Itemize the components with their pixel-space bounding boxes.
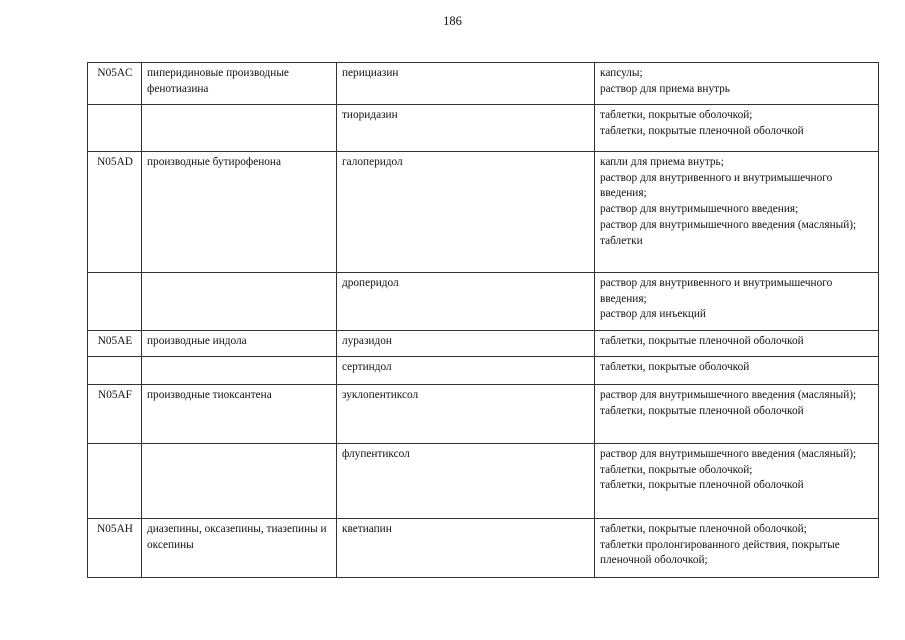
dosage-form-line: раствор для внутримышечного введения (масляный);	[600, 218, 857, 231]
dosage-form-line: таблетки, покрытые оболочкой	[600, 361, 750, 373]
dosage-forms-cell	[595, 519, 879, 578]
pharmacological-group-cell	[142, 105, 337, 152]
dosage-forms-cell	[595, 152, 879, 273]
atc-code-cell: N05AH	[88, 519, 142, 578]
table-row	[88, 357, 879, 385]
page-number: 186	[443, 14, 462, 28]
atc-code-cell: N05AD	[88, 152, 142, 273]
dosage-form-line: таблетки, покрытые пленочной оболочкой	[600, 404, 804, 417]
dosage-forms-cell	[595, 357, 879, 385]
drug-name-cell: зуклопентиксол	[337, 385, 595, 444]
pharmacological-group-cell	[142, 273, 337, 331]
dosage-form-line: таблетки, покрытые пленочной оболочкой	[600, 479, 804, 492]
atc-code-cell: N05AC	[88, 63, 142, 105]
atc-code-cell	[88, 444, 142, 519]
table-row	[88, 152, 879, 273]
table-row	[88, 444, 879, 519]
atc-code-cell: N05AE	[88, 331, 142, 357]
table-row	[88, 519, 879, 578]
dosage-form-line: таблетки, покрытые оболочкой;	[600, 109, 753, 121]
drug-name-cell: перициазин	[337, 63, 595, 105]
dosage-form-line: раствор для внутримышечного введения (масляный);	[600, 389, 857, 401]
pharmacological-group-cell: пиперидиновые производные фенотиазина	[142, 63, 337, 105]
dosage-form-line: капсулы;	[600, 67, 643, 79]
drug-name-cell: дроперидол	[337, 273, 595, 331]
dosage-form-line: раствор для приема внутрь	[600, 82, 730, 95]
dosage-form-line: раствор для инъекций	[600, 308, 706, 321]
pharmacological-group-cell	[142, 444, 337, 519]
table-row	[88, 273, 879, 331]
drug-name-cell: флупентиксол	[337, 444, 595, 519]
drug-table	[87, 62, 879, 578]
table-row	[88, 385, 879, 444]
dosage-forms-cell	[595, 105, 879, 152]
atc-code-cell	[88, 357, 142, 385]
dosage-form-line: раствор для внутривенного и внутримышечного введения;	[600, 277, 833, 305]
dosage-form-line: капли для приема внутрь;	[600, 156, 724, 168]
drug-name-cell: кветиапин	[337, 519, 595, 578]
table-row	[88, 105, 879, 152]
table-row	[88, 331, 879, 357]
pharmacological-group-cell: диазепины, оксазепины, тиазепины и оксепины	[142, 519, 337, 578]
dosage-form-line: таблетки пролонгированного действия, покрытые пленочной оболочкой;	[600, 538, 840, 567]
pharmacological-group-cell: производные тиоксантена	[142, 385, 337, 444]
drug-name-cell: тиоридазин	[337, 105, 595, 152]
pharmacological-group-cell	[142, 357, 337, 385]
pharmacological-group-cell: производные бутирофенона	[142, 152, 337, 273]
dosage-form-line: раствор для внутримышечного введения (масляный);	[600, 448, 857, 460]
atc-code-cell: N05AF	[88, 385, 142, 444]
atc-code-cell	[88, 273, 142, 331]
table-row	[88, 63, 879, 105]
dosage-forms-cell	[595, 444, 879, 519]
dosage-form-line: таблетки, покрытые оболочкой;	[600, 463, 753, 476]
dosage-form-line: таблетки	[600, 234, 643, 247]
drug-name-cell: сертиндол	[337, 357, 595, 385]
dosage-form-line: таблетки, покрытые пленочной оболочкой;	[600, 523, 807, 535]
dosage-form-line: раствор для внутривенного и внутримышечного введения;	[600, 171, 833, 200]
dosage-forms-cell	[595, 331, 879, 357]
atc-code-cell	[88, 105, 142, 152]
dosage-forms-cell	[595, 63, 879, 105]
drug-table-body	[88, 63, 879, 578]
dosage-forms-cell	[595, 385, 879, 444]
pharmacological-group-cell: производные индола	[142, 331, 337, 357]
drug-name-cell: галоперидол	[337, 152, 595, 273]
drug-name-cell: луразидон	[337, 331, 595, 357]
dosage-forms-cell	[595, 273, 879, 331]
dosage-form-line: таблетки, покрытые пленочной оболочкой	[600, 335, 804, 347]
dosage-form-line: таблетки, покрытые пленочной оболочкой	[600, 124, 804, 137]
dosage-form-line: раствор для внутримышечного введения;	[600, 203, 799, 216]
